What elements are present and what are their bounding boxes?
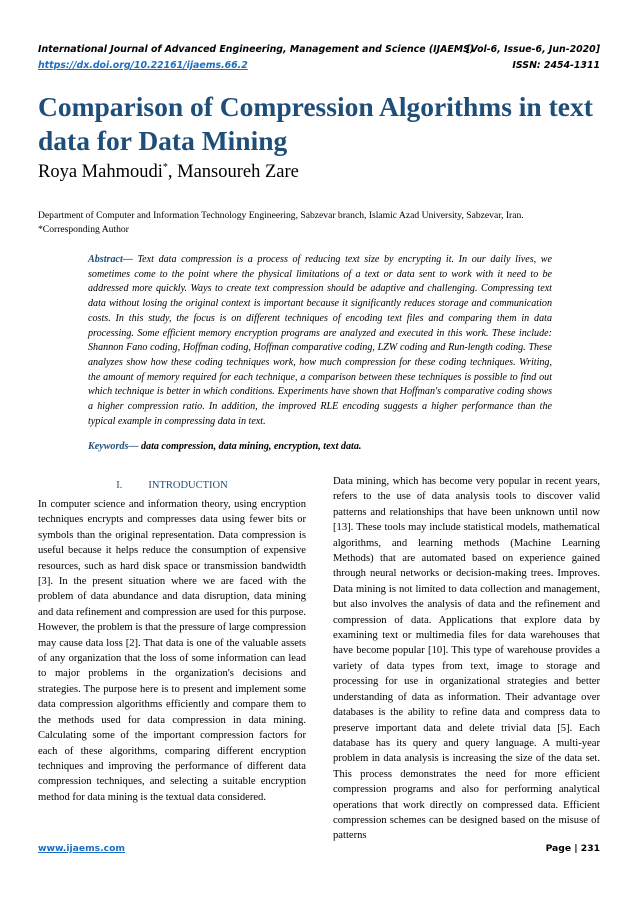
- journal-name: International Journal of Advanced Engineering, Management and Science (IJAEMS): [38, 44, 475, 55]
- abstract-dash: —: [122, 254, 138, 265]
- journal-website-link[interactable]: www.ijaems.com: [38, 843, 125, 854]
- abstract-label: Abstract: [88, 254, 123, 265]
- keywords-text: data compression, data mining, encryption, text data: [141, 441, 359, 452]
- abstract-text: Text data compression is a process of reducing text size by encrypting it. In our daily lives, we sometimes come to the point where the physical limitations of a text or data sent to work with it need to be addressed more quickly. Ways to create text compression should be adaptive and challenging. Compressing text data without losing the original context is important because it significantly reduces storage and communication costs. In this study, the focus is on different techniques of encoding text files and comparing them in data processing. Some efficient memory encryption programs are analyzed and executed in this work. These include: Shannon Fano coding, Hoffman coding, Hoffman comparative coding, LZW coding and Run-length coding. These analyzes show how these coding techniques work, how much compression for these coding techniques. Writing, the amount of memory required for each technique, a comparison between these techniques is possible to find out which technique is better in which conditions. Experiments have shown that Hoffman's comparative coding shows a higher compression ratio. In addition, the improved RLE encoding suggests a higher performance than the typical example in compressing data in text.: [88, 254, 552, 427]
- author-others: , Mansoureh Zare: [167, 162, 299, 183]
- affiliation: [38, 209, 608, 237]
- issn: ISSN: 2454-1311: [512, 60, 600, 71]
- corresponding-mark: *: [162, 162, 168, 173]
- author-list: [38, 162, 299, 183]
- keywords-period: .: [358, 441, 362, 452]
- volume-issue: [Vol-6, Issue-6, Jun-2020]: [466, 44, 600, 55]
- corresponding-author-note: *Corresponding Author: [38, 224, 129, 235]
- paper-title: Comparison of Compression Algorithms in text data for Data Mining: [38, 91, 593, 156]
- keywords-label: Keywords: [88, 441, 129, 452]
- body-column-right: Data mining, which has become very popular in recent years, refers to the use of data analysis tools to discover valid patterns and relationships that have been unknown until now [13]. These tools may include statistical models, mathematical algorithms, and learning methods (Machine Learning Methods) that are automated based on experience gained through neural networks or decision-making trees. Improves. Data mining is not limited to data collection and management, but also involves the analysis of data and the refinement and compression of data. Applications that explore data by examining text or multimedia files for data warehouses that have become popular [10]. This type of warehouse provides a variety of data types from text, image to storage and processing for use in organizational strategies and better understanding of data as information. Their advantage over databases is the ability to refine data and compress data to preserve important data and delete trivial data [5]. Each database has its query and query language. A multi-year problem in data analysis is increasing the size of the data set. This process demonstrates the need for more efficient compression programs and also for performing analytical operations that work directly on compressed data. Efficient compression schemes can be designed based on the misuse of patterns: [333, 476, 600, 842]
- section-heading-introduction: [38, 480, 306, 491]
- doi-link[interactable]: https://dx.doi.org/10.22161/ijaems.66.2: [38, 60, 248, 71]
- affiliation-department: Department of Computer and Information Technology Engineering, Sabzevar branch, Islamic Azad University, Sabzevar, Iran.: [38, 210, 524, 221]
- abstract: [88, 253, 552, 429]
- section-number: I.: [116, 480, 123, 491]
- body-column-left: In computer science and information theory, using encryption techniques encrypts and compresses data using fewer bits or symbols than the original representation. Data compression is useful because it helps reduce the consumption of expensive resources, such as hard disk space or transmission bandwidth [3]. In the present situation where we are faced with the problem of data abundance and data disruption, data mining and data refinement and compression are used for this purpose. However, the problem is that the pressure of large compression may cause data loss [2]. That data is one of the valuable assets of any organization that the loss of some information can lead to major problems in the organization's decisions and strategies. The purpose here is to present and implement some data compression algorithms efficiently and compare them to the methods used for data compression in data mining. Calculating some of the important compression factors for each of these algorithms, comparing different encryption techniques and improving the performance of different data compression techniques, and selecting a suitable encryption method for data mining is the textual data considered.: [38, 499, 306, 803]
- keywords-dash: —: [128, 441, 141, 452]
- page-number: Page | 231: [545, 843, 600, 854]
- keywords: [88, 441, 558, 452]
- section-title: INTRODUCTION: [148, 480, 228, 491]
- author-first: Roya Mahmoudi: [38, 162, 163, 183]
